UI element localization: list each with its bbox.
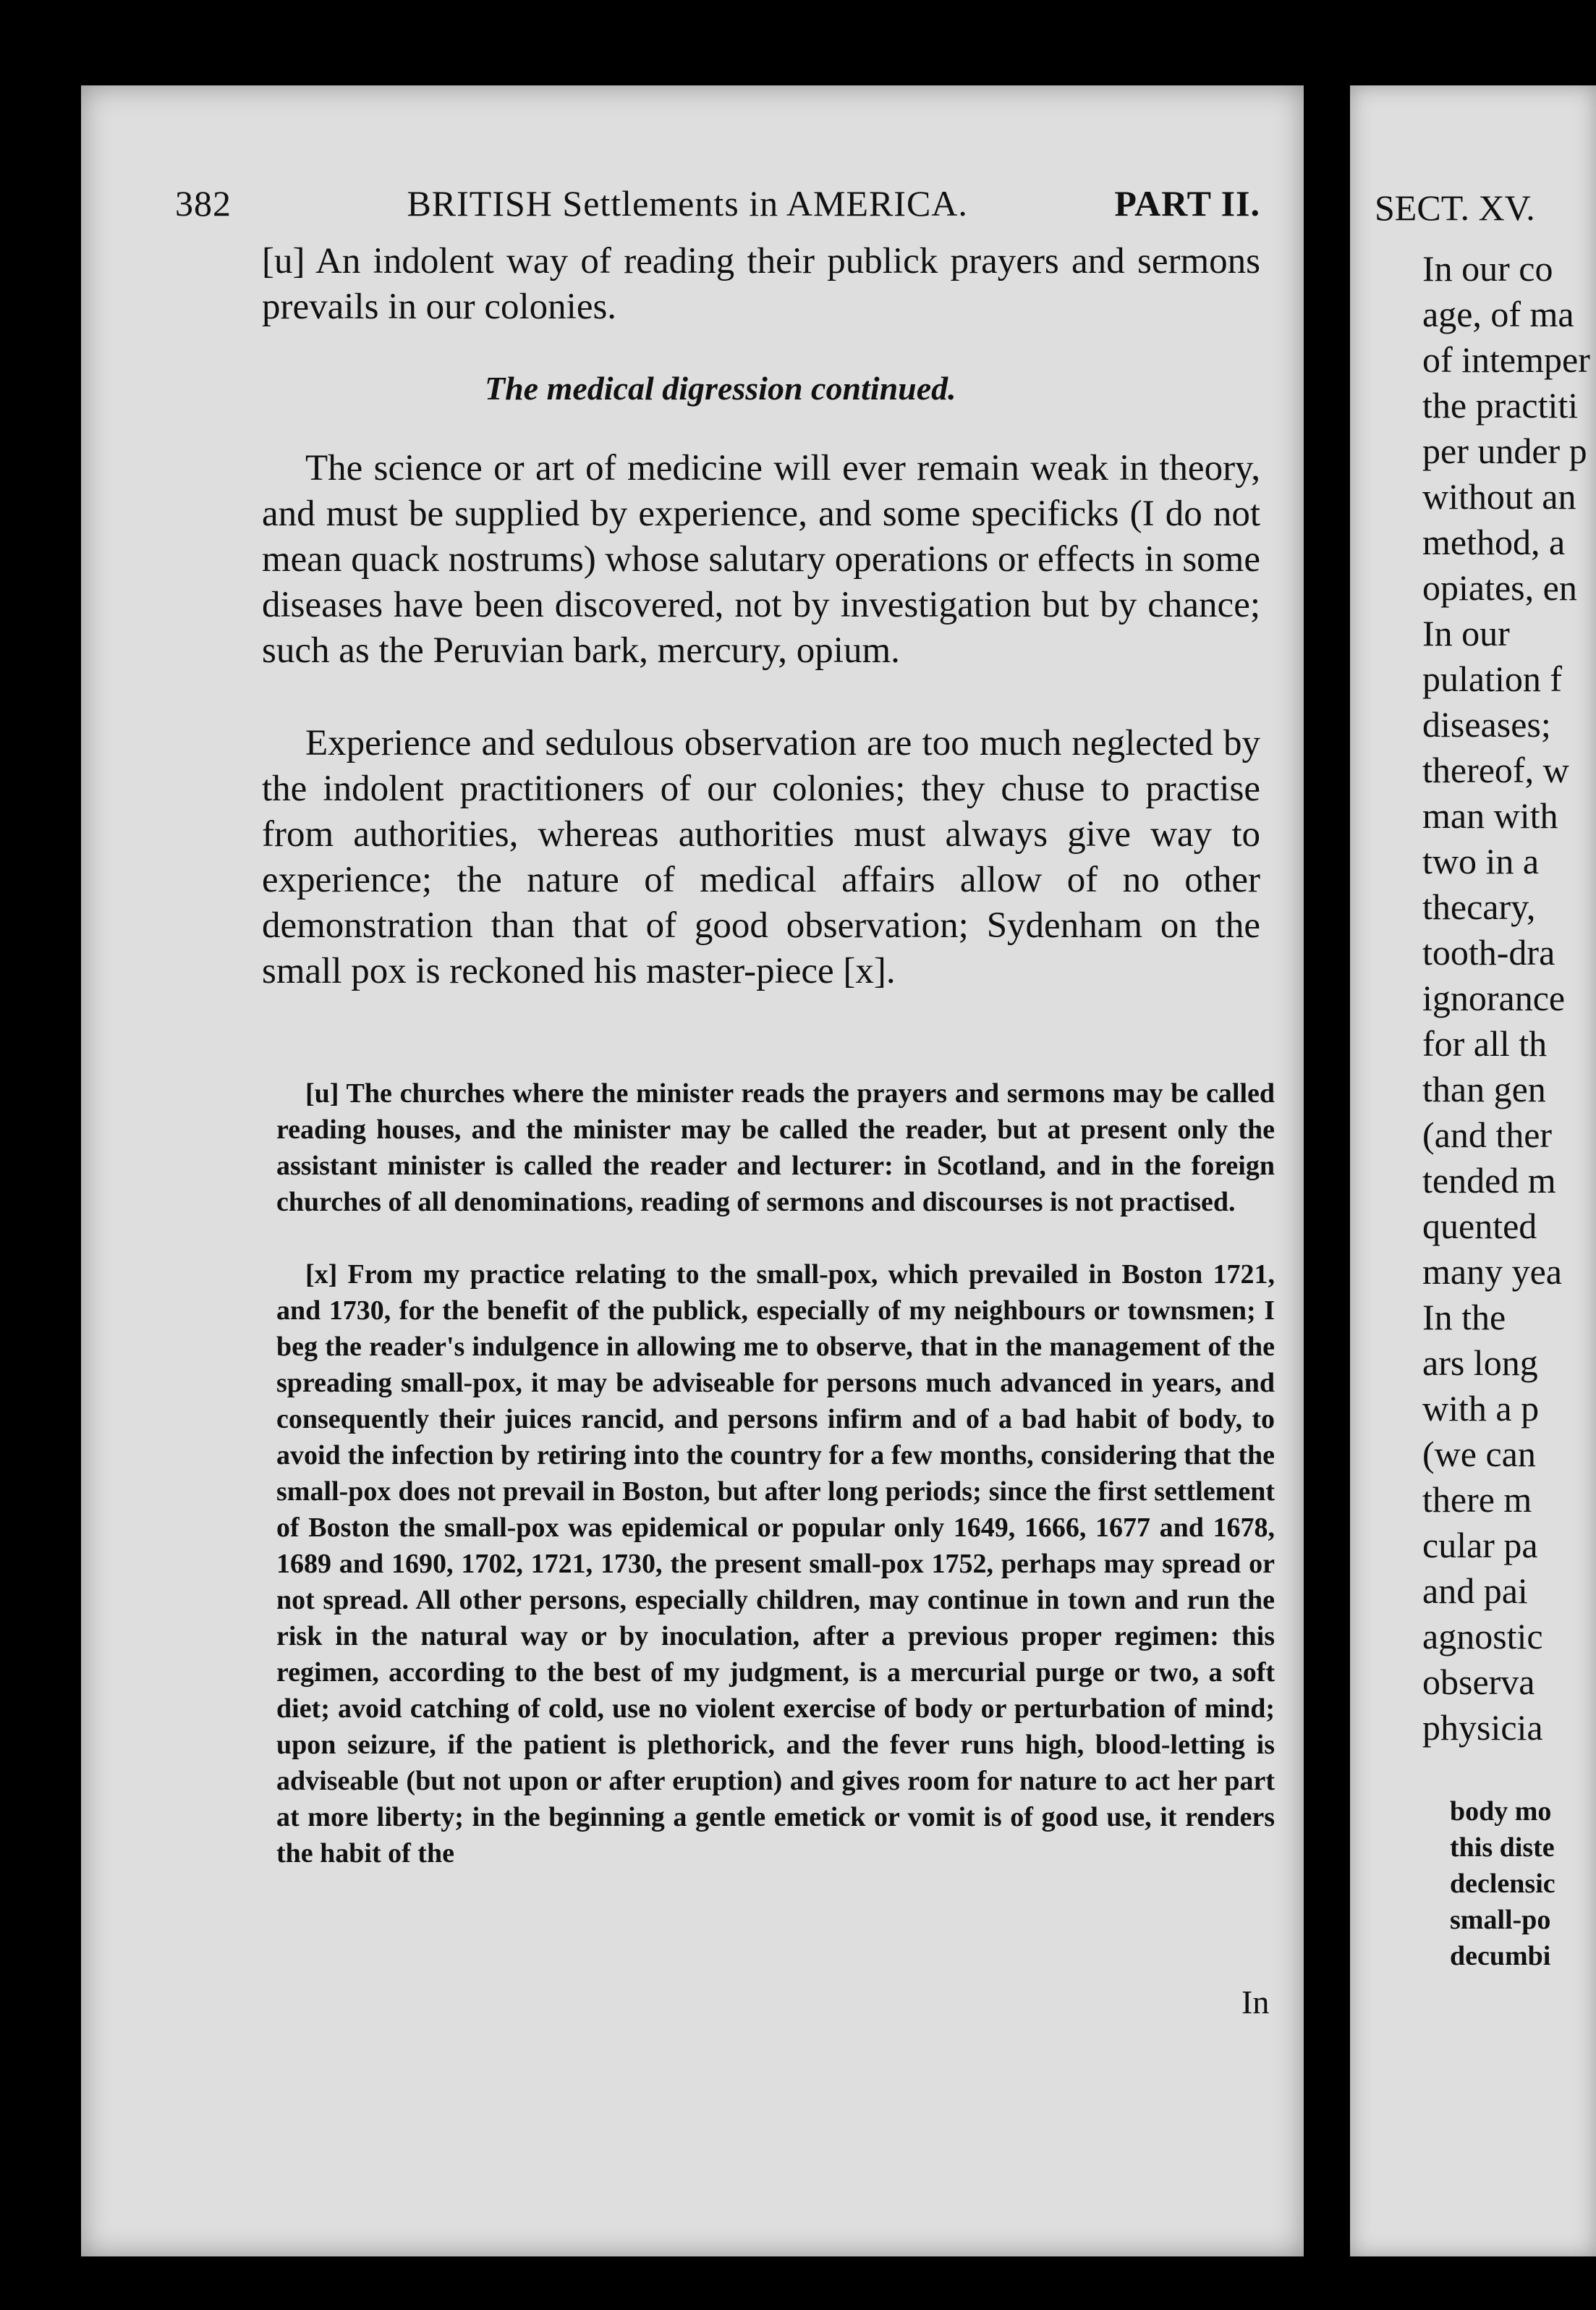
right-page-line: agnostic [1422, 1616, 1543, 1657]
right-page-footnote-line: decumbi [1450, 1941, 1551, 1971]
right-page-line: pulation f [1422, 659, 1563, 699]
right-page-line: (and ther [1422, 1114, 1553, 1155]
right-page-line: there m [1422, 1479, 1532, 1520]
footnote: [x] From my practice relating to the small-pox, which prevailed in Boston 1721, and 1730, for the benefit of the publick, especially of my neighbours or townsmen; I beg the reader's indulgence in allowing me to observe, that in the management of the spreading small-pox, it may be adviseable for persons much advanced in years, and consequently their juices rancid, and persons infirm and of a bad habit of body, to avoid the infection by retiring into the country for a few months, considering that the small-pox does not prevail in Boston, but after long periods; since the first settlement of Boston the small-pox was epidemical or popular only 1649, 1666, 1677 and 1678, 1689 and 1690, 1702, 1721, 1730, the present small-pox 1752, perhaps may spread or not spread. All other persons, especially children, may continue in town and run the risk in the natural way or by inoculation, after a previous proper regimen: this regimen, according to the best of my judgment, is a mercurial purge or two, a soft diet; avoid catching of cold, use no violent exercise of body or perturbation of mind; upon seizure, if the patient is plethorick, and the fever runs high, blood-letting is adviseable (but not upon or after eruption) and gives room for nature to act her part at more liberty; in the beginning a gentle emetick or vomit is of good use, it renders the habit of the [276, 1259, 1275, 1869]
right-page-line: diseases; [1422, 704, 1551, 745]
right-page-line: age, of ma [1422, 294, 1574, 334]
right-page-line: In the [1422, 1297, 1506, 1337]
right-page-line: tended m [1422, 1160, 1556, 1201]
intro-paragraph: [u] An indolent way of reading their publick prayers and sermons prevails in our colonies. [262, 241, 1260, 327]
page-number: 382 [175, 183, 232, 224]
right-page-line: tooth-dra [1422, 932, 1555, 973]
right-page-footnote-line: declensic [1450, 1869, 1555, 1899]
right-page-footnote-line: body mo [1450, 1796, 1552, 1827]
right-page-header: SECT. XV. [1375, 187, 1535, 228]
right-page-line: many yea [1422, 1251, 1562, 1292]
right-page-line: and pai [1422, 1570, 1528, 1611]
right-page-line: with a p [1422, 1388, 1540, 1429]
right-page-line: (we can [1422, 1434, 1536, 1474]
part-label: PART II. [1114, 183, 1260, 224]
right-page-line: thecary, [1422, 887, 1536, 927]
right-page-line: ars long [1422, 1342, 1538, 1383]
right-page-footnotes [1450, 1793, 1573, 1981]
right-page-line: for all th [1422, 1023, 1548, 1064]
right-page-line: observa [1422, 1662, 1535, 1702]
section-heading: The medical digression continued. [485, 370, 956, 407]
right-page-line: opiates, en [1422, 567, 1577, 608]
right-page-line: physicia [1422, 1707, 1543, 1748]
right-page-text [1422, 246, 1590, 1766]
running-header [175, 182, 1260, 224]
body-paragraph: Experience and sedulous observation are too much neglected by the indolent practitioners of our colonies; they chuse to practise from authorities, whereas authorities must always give way to experience; the nature of medical affairs allow of no other demonstration than that of good observation; Sydenham on the small pox is reckoned his master-piece [x]. [262, 723, 1260, 991]
right-page-line: method, a [1422, 522, 1566, 562]
right-page-line: per under p [1422, 431, 1587, 471]
right-page-line: than gen [1422, 1069, 1546, 1109]
right-page-line: quented [1422, 1206, 1537, 1246]
right-page-line: cular pa [1422, 1525, 1538, 1565]
right-page-line: man with [1422, 795, 1558, 836]
running-title: BRITISH Settlements in AMERICA. [407, 183, 968, 224]
catchword: In [1241, 1984, 1270, 2021]
right-page-line: In our co [1422, 248, 1553, 289]
body-paragraph: The science or art of medicine will ever remain weak in theory, and must be supplied by experience, and some specificks (I do not mean quack nostrums) whose salutary operations or effects in some diseases have been discovered, not by investigation but by chance; such as the Peruvian bark, mercury, opium. [262, 448, 1260, 671]
right-page-line: two in a [1422, 841, 1540, 881]
right-page-footnote-line: this diste [1450, 1832, 1555, 1863]
right-page-line: the practiti [1422, 385, 1579, 426]
right-page-line: thereof, w [1422, 750, 1569, 790]
footnote: [u] The churches where the minister reads the prayers and sermons may be called reading houses, and the minister may be called the reader, but at present only the assistant minister is called the reader and lecturer: in Scotland, and in the foreign churches of all denominations, reading of sermons and discourses is not practised. [276, 1078, 1275, 1217]
right-page-line: ignorance [1422, 978, 1566, 1018]
right-page-line: In our [1422, 613, 1510, 653]
right-page-line: of intemper [1422, 339, 1590, 380]
right-page-footnote-line: small-po [1450, 1905, 1551, 1935]
right-page-line: without an [1422, 476, 1576, 517]
